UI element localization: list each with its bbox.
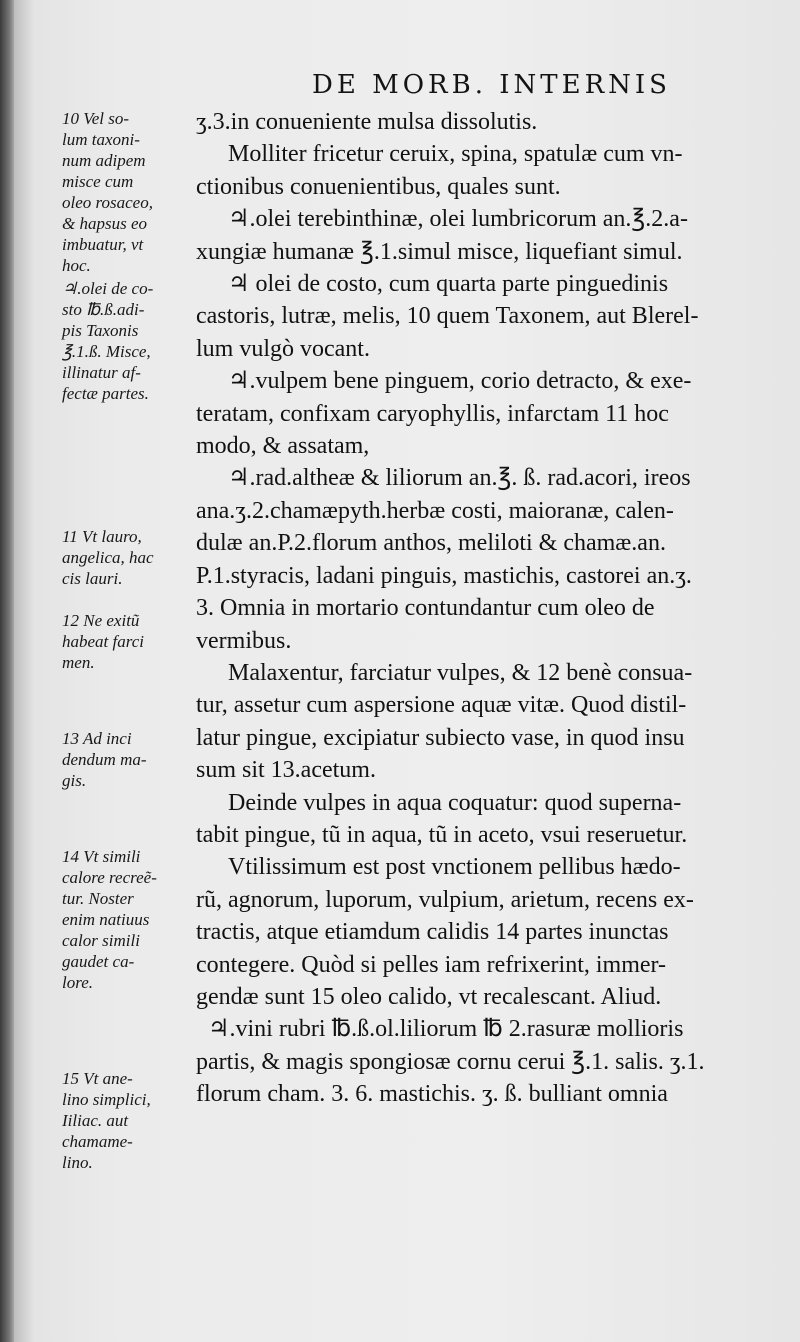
margin-note-line: 15 Vt ane- <box>62 1069 133 1088</box>
body-line: ctionibus conuenientibus, quales sunt. <box>196 173 561 200</box>
margin-note-line: cis lauri. <box>62 569 123 588</box>
running-head: DE MORB. INTERNIS <box>312 70 671 100</box>
body-line: modo, & assatam, <box>196 433 370 460</box>
margin-note-line: calore recreẽ- <box>62 868 157 887</box>
margin-note-line: lore. <box>62 973 94 992</box>
body-line: partis, & magis spongiosæ cornu cerui ℥.1. salis. ʒ.1. <box>196 1048 705 1075</box>
margin-note-line: angelica, hac <box>62 548 154 567</box>
margin-note-line: sto ℔.ß.adi- <box>62 300 145 319</box>
margin-note-line: hoc. <box>62 256 91 275</box>
body-line: Vtilissimum est post vnctionem pellibus hædo- <box>228 854 681 881</box>
body-line: dulæ an.P.2.florum anthos, meliloti & chamæ.an. <box>196 530 666 557</box>
page-binding-shadow <box>0 0 14 1342</box>
margin-note <box>62 108 212 276</box>
margin-note-line: Iiliac. aut <box>62 1111 129 1130</box>
margin-note-line: 10 Vel so- <box>62 109 130 128</box>
margin-note-line: num adipem <box>62 151 146 170</box>
margin-note-line: 12 Ne exitũ <box>62 611 140 630</box>
body-line: tur, assetur cum aspersione aquæ vitæ. Quod distil- <box>196 692 687 719</box>
body-line: ♃ olei de costo, cum quarta parte pinguedinis <box>228 271 669 298</box>
body-text <box>196 106 776 1111</box>
margin-note <box>62 526 212 589</box>
margin-note <box>62 610 212 673</box>
margin-note <box>62 278 212 404</box>
body-line: florum cham. 3. 6. mastichis. ʒ. ß. bulliant omnia <box>196 1081 668 1108</box>
body-line: ♃.rad.altheæ & liliorum an.℥. ß. rad.acori, ireos <box>228 465 691 492</box>
margin-note-line: enim natiuus <box>62 910 150 929</box>
body-line: P.1.styracis, ladani pinguis, mastichis, castorei an.ʒ. <box>196 562 692 589</box>
body-line: castoris, lutræ, melis, 10 quem Taxonem, aut Blerel- <box>196 303 699 330</box>
margin-note-line: tur. Noster <box>62 889 134 908</box>
margin-note-line: misce cum <box>62 172 134 191</box>
margin-note-line: & hapsus eo <box>62 214 147 233</box>
body-line: Molliter fricetur ceruix, spina, spatulæ cum vn- <box>228 141 683 168</box>
margin-note-line: illinatur af- <box>62 363 141 382</box>
body-line: xungiæ humanæ ℥.1.simul misce, liquefiant simul. <box>196 238 683 265</box>
margin-note <box>62 846 212 993</box>
margin-note-line: pis Taxonis <box>62 321 139 340</box>
body-line: Deinde vulpes in aqua coquatur: quod superna- <box>228 789 682 816</box>
margin-note-line: men. <box>62 653 95 672</box>
margin-note-line: gaudet ca- <box>62 952 135 971</box>
margin-note-line: calor simili <box>62 931 140 950</box>
body-line: ♃.vini rubri ℔.ß.ol.liliorum ℔ 2.rasuræ mollioris <box>208 1016 684 1043</box>
margin-note-line: lino simplici, <box>62 1090 151 1109</box>
margin-note <box>62 728 212 791</box>
margin-note-line: ♃.olei de co- <box>62 279 154 298</box>
margin-note-line: chamame- <box>62 1132 133 1151</box>
body-line: sum sit 13.acetum. <box>196 757 376 784</box>
margin-note-line: oleo rosaceo, <box>62 193 153 212</box>
margin-note-line: 14 Vt simili <box>62 847 141 866</box>
body-line: ana.ʒ.2.chamæpyth.herbæ costi, maioranæ, calen- <box>196 497 674 524</box>
body-line: vermibus. <box>196 627 292 654</box>
body-line: lum vulgò vocant. <box>196 335 370 362</box>
body-line: ♃.olei terebinthinæ, olei lumbricorum an.℥.2.a- <box>228 206 688 233</box>
body-line: tractis, atque etiamdum calidis 14 partes inunctas <box>196 919 669 946</box>
margin-note-line: habeat farci <box>62 632 144 651</box>
body-line: tabit pingue, tũ in aqua, tũ in aceto, vsui reseruetur. <box>196 821 688 848</box>
margin-note-line: lino. <box>62 1153 93 1172</box>
margin-note-line: lum taxoni- <box>62 130 140 149</box>
margin-note-line: 13 Ad inci <box>62 729 132 748</box>
margin-note-line: imbuatur, vt <box>62 235 144 254</box>
margin-note <box>62 1068 212 1173</box>
body-line: ♃.vulpem bene pinguem, corio detracto, & exe- <box>228 368 692 395</box>
body-line: contegere. Quòd si pelles iam refrixerint, immer- <box>196 951 667 978</box>
body-line: latur pingue, excipiatur subiecto vase, in quod insu <box>196 724 685 751</box>
body-line: teratam, confixam caryophyllis, infarctam 11 hoc <box>196 400 669 427</box>
body-line: 3. Omnia in mortario contundantur cum oleo de <box>196 595 655 622</box>
margin-note-line: dendum ma- <box>62 750 147 769</box>
margin-note-line: gis. <box>62 771 87 790</box>
body-line: Malaxentur, farciatur vulpes, & 12 benè consua- <box>228 659 693 686</box>
body-line: gendæ sunt 15 oleo calido, vt recalescant. Aliud. <box>196 983 662 1010</box>
margin-note-line: fectæ partes. <box>62 384 149 403</box>
margin-note-line: ℥.1.ß. Misce, <box>62 342 151 361</box>
body-line: rũ, agnorum, luporum, vulpium, arietum, recens ex- <box>196 886 694 913</box>
margin-note-line: 11 Vt lauro, <box>62 527 142 546</box>
body-line: ʒ.3.in conueniente mulsa dissolutis. <box>196 109 538 135</box>
